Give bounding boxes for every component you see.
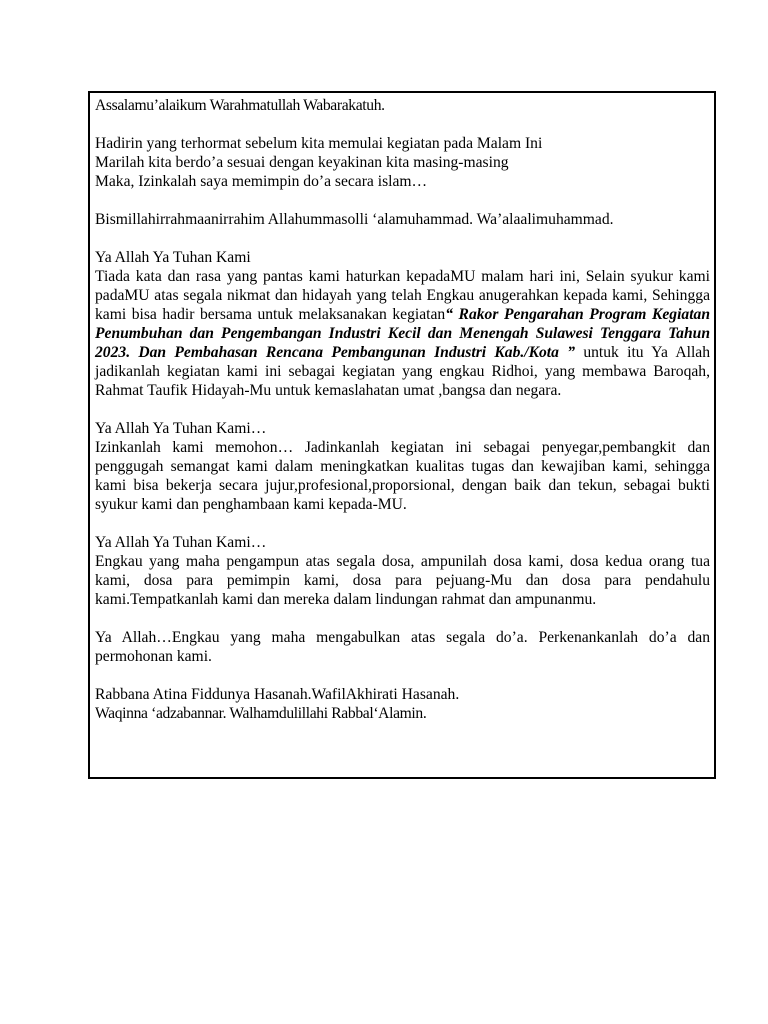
section-3-paragraph: Engkau yang maha pengampun atas segala dosa, ampunilah dosa kami, dosa kedua orang tua kami, dosa para pemimpin kami, dosa para pejuang-Mu dan dosa para pendahulu kami.Tempatkanlah kami dan mereka dalam lindungan rahmat dan ampunanmu. [95, 553, 710, 608]
intro-line-2: Marilah kita berdo’a sesuai dengan keyakinan kita masing-masing [95, 154, 509, 171]
intro-line-1: Hadirin yang terhormat sebelum kita memulai kegiatan pada Malam Ini [95, 135, 543, 152]
bismillah-line: Bismillahirrahmaanirrahim Allahummasolli ‘alamuhammad. Wa’alaalimuhammad. [95, 211, 614, 228]
spacer [95, 609, 710, 628]
spacer [95, 400, 710, 419]
greeting: Assalamu’alaikum Warahmatullah Wabarakatuh. [95, 97, 385, 114]
section-2-heading: Ya Allah Ya Tuhan Kami… [95, 420, 267, 437]
section-1-paragraph [95, 267, 710, 400]
spacer [95, 666, 710, 685]
section-1-heading: Ya Allah Ya Tuhan Kami [95, 249, 251, 266]
prayer-text-box [88, 91, 716, 779]
spacer [95, 514, 710, 533]
section-4-paragraph: Ya Allah…Engkau yang maha mengabulkan atas segala do’a. Perkenankanlah do’a dan permohonan kami. [95, 629, 710, 665]
closing-line-1: Rabbana Atina Fiddunya Hasanah.WafilAkhirati Hasanah. [95, 686, 460, 703]
event-title-highlight: “ Rakor Pengarahan Program Kegiatan Penumbuhan dan Pengembangan Industri Kecil dan Menengah Sulawesi Tenggara Tahun 2023. Dan Pembahasan Rencana Pembangunan Industri Kab./Kota ” [95, 306, 710, 361]
section-1-body-start: Tiada kata dan rasa yang pantas kami haturkan kepadaMU malam hari ini, Selain syukur kami padaMU atas segala nikmat dan hidayah yang telah Engkau anugerahkan kepada kami, Sehingga kami bisa hadir bersama untuk melaksanakan kegiatan [95, 268, 710, 323]
section-2-paragraph: Izinkanlah kami memohon… Jadinkanlah kegiatan ini sebagai penyegar,pembangkit dan penggugah semangat kami dalam meningkatkan kualitas tugas dan kewajiban kami, sehingga kami bisa bekerja secara jujur,profesional,proporsional, dengan baik dan tekun, sebagai bukti syukur kami dan penghambaan kami kepada-MU. [95, 439, 710, 513]
spacer [95, 229, 710, 248]
intro-line-3: Maka, Izinkalah saya memimpin do’a secara islam… [95, 173, 428, 190]
spacer [95, 191, 710, 210]
spacer [95, 115, 710, 134]
section-1-body-end: untuk itu Ya Allah jadikanlah kegiatan kami ini sebagai kegiatan yang engkau Ridhoi, yang membawa Baroqah, Rahmat Taufik Hidayah-Mu untuk kemaslahatan umat ,bangsa dan negara. [95, 344, 711, 399]
closing-line-2: Waqinna ‘adzabannar. Walhamdulillahi Rabbal‘Alamin. [95, 705, 427, 722]
section-3-heading: Ya Allah Ya Tuhan Kami… [95, 534, 267, 551]
